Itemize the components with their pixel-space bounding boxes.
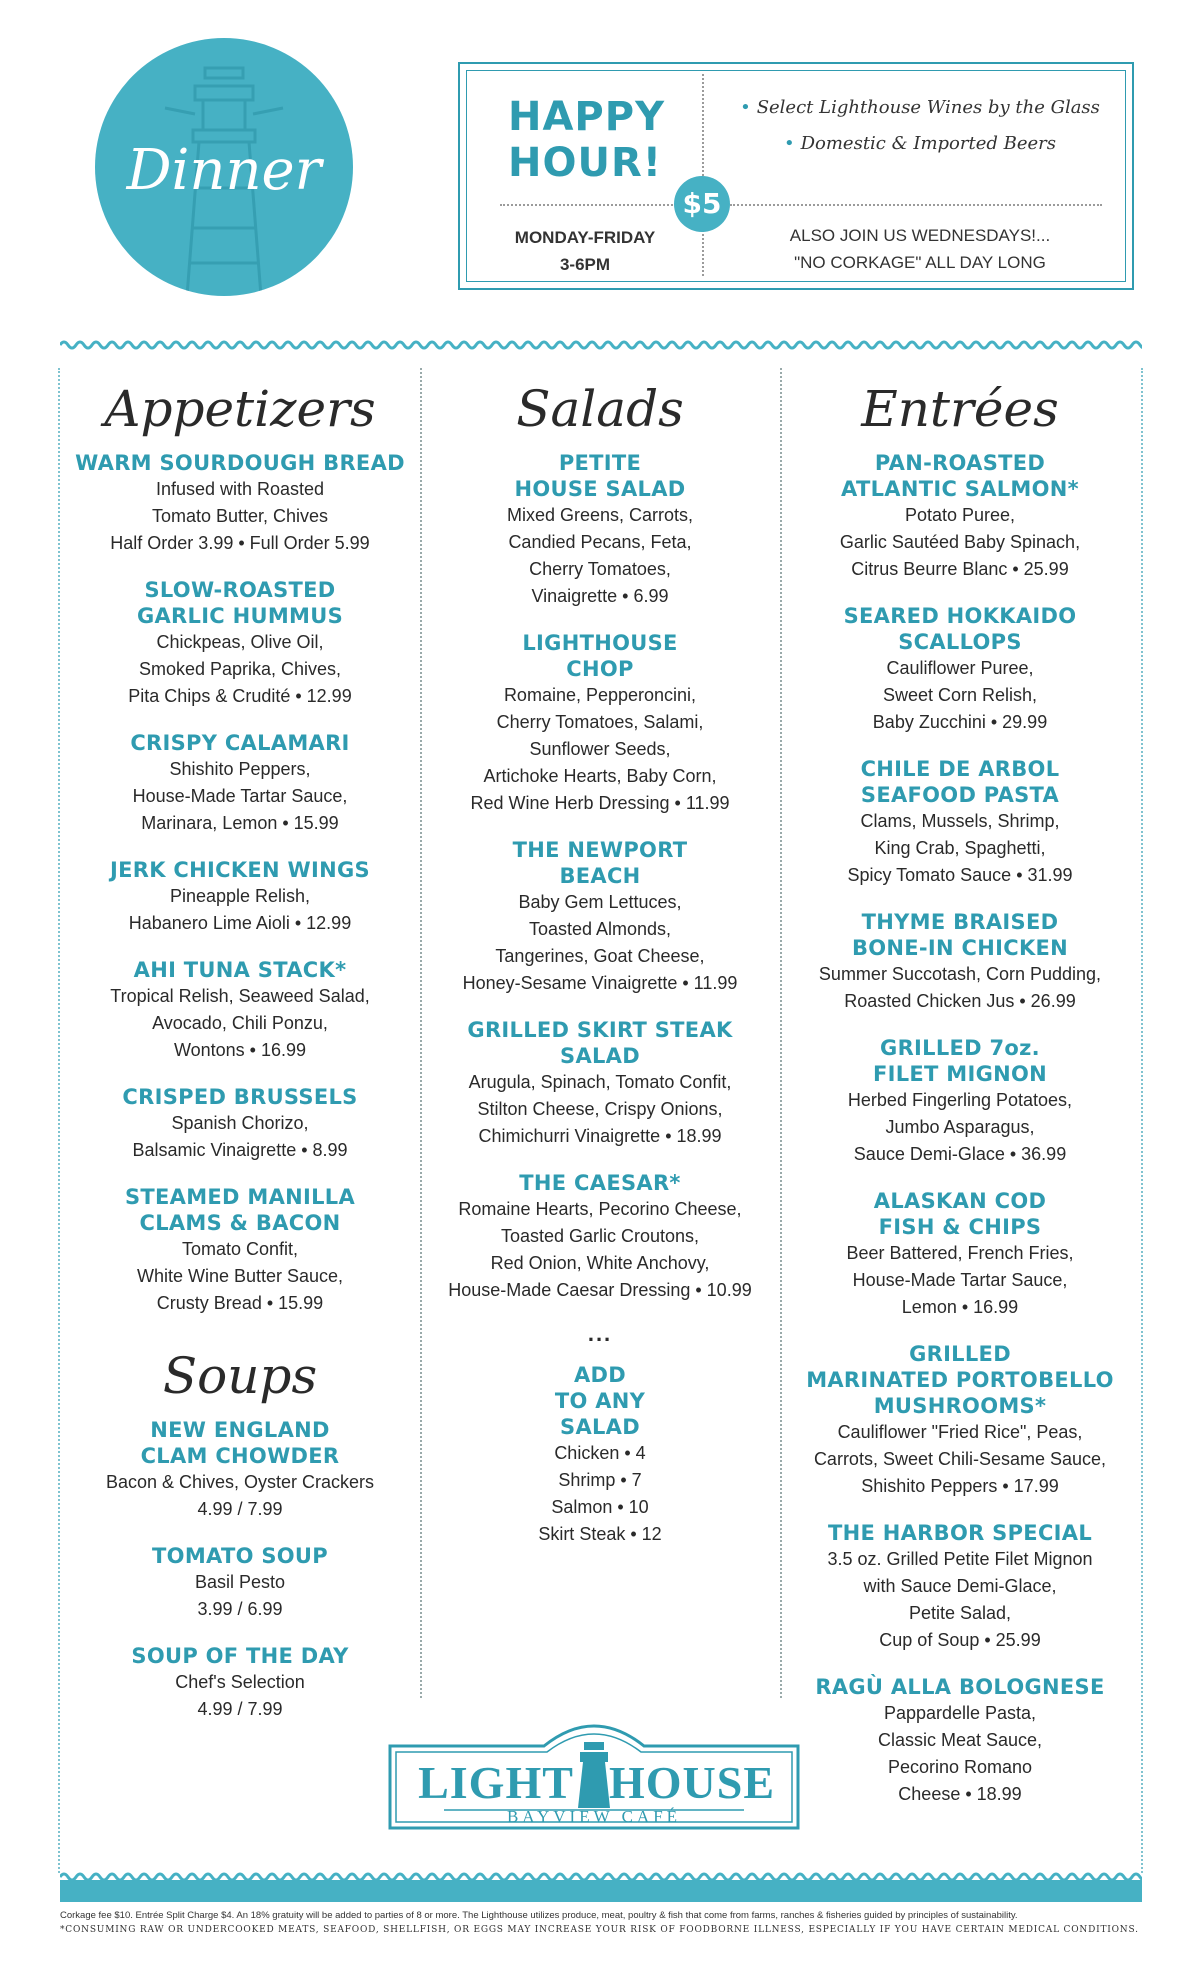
menu-item	[70, 1643, 410, 1723]
happy-hour-schedule	[480, 224, 690, 278]
note-line: ALSO JOIN US WEDNESDAYS!...	[789, 226, 1051, 245]
salads-column	[430, 370, 770, 1568]
footer-warning: *CONSUMING RAW OR UNDERCOOKED MEATS, SEAFOOD, SHELLFISH, OR EGGS MAY INCREASE YOUR RISK OF FOODBORNE ILLNESS, ESPECIALLY IF YOU HAVE CERTAIN MEDICAL CONDITIONS.	[60, 1925, 1139, 1935]
item-name: GRILLED SKIRT STEAK SALAD	[467, 1018, 733, 1068]
menu-item	[790, 1188, 1130, 1321]
divider	[702, 74, 704, 276]
menu-item	[790, 1341, 1130, 1500]
item-name: SOUP OF THE DAY	[131, 1644, 349, 1668]
dinner-title: Dinner	[126, 138, 322, 203]
note-line: "NO CORKAGE" ALL DAY LONG	[794, 253, 1046, 272]
item-name: JERK CHICKEN WINGS	[110, 858, 370, 882]
appetizers-heading: Appetizers	[104, 380, 376, 438]
item-desc: Cauliflower Puree, Sweet Corn Relish, Baby Zucchini • 29.99	[872, 658, 1048, 732]
item-desc: Infused with Roasted Tomato Butter, Chives Half Order 3.99 • Full Order 5.99	[110, 479, 370, 553]
item-desc: Chicken • 4 Shrimp • 7 Salmon • 10 Skirt Steak • 12	[538, 1443, 662, 1544]
item-name: PAN-ROASTED ATLANTIC SALMON*	[841, 451, 1079, 501]
bottom-bar	[60, 1880, 1142, 1902]
item-name: STEAMED MANILLA CLAMS & BACON	[124, 1185, 356, 1235]
item-desc: Pineapple Relish, Habanero Lime Aioli • 12.99	[128, 886, 352, 933]
ellipsis: ...	[587, 1321, 613, 1346]
item-desc: Herbed Fingerling Potatoes, Jumbo Asparagus, Sauce Demi-Glace • 36.99	[847, 1090, 1073, 1164]
appetizers-list	[70, 450, 410, 1317]
soups-list	[70, 1417, 410, 1723]
happy-hour-box	[458, 62, 1134, 290]
item-desc: Potato Puree, Garlic Sautéed Baby Spinach, Citrus Beurre Blanc • 25.99	[839, 505, 1081, 579]
entrees-column	[790, 370, 1130, 1828]
item-desc: Mixed Greens, Carrots, Candied Pecans, Feta, Cherry Tomatoes, Vinaigrette • 6.99	[506, 505, 694, 606]
item-name: ADD TO ANY SALAD	[554, 1363, 646, 1439]
menu-item	[70, 1543, 410, 1623]
item-name: THE NEWPORT BEACH	[512, 838, 688, 888]
item-desc: Beer Battered, French Fries, House-Made Tartar Sauce, Lemon • 16.99	[846, 1243, 1074, 1317]
item-name: CRISPED BRUSSELS	[122, 1085, 358, 1109]
item-name: THE HARBOR SPECIAL	[827, 1521, 1092, 1545]
item-name: GRILLED MARINATED PORTOBELLO MUSHROOMS*	[806, 1342, 1114, 1418]
item-desc: Cauliflower "Fried Rice", Peas, Carrots, Sweet Chili-Sesame Sauce, Shishito Peppers • 17.99	[813, 1422, 1107, 1496]
item-name: TOMATO SOUP	[152, 1544, 328, 1568]
menu-item	[790, 1674, 1130, 1808]
happy-hour-hours: 3-6PM	[559, 255, 611, 274]
salads-heading: Salads	[516, 380, 684, 438]
menu-item	[70, 577, 410, 710]
item-desc: 3.5 oz. Grilled Petite Filet Mignon with Sauce Demi-Glace, Petite Salad, Cup of Soup • 25.99	[827, 1549, 1093, 1650]
menu-item	[70, 1184, 410, 1317]
menu-item	[70, 857, 410, 937]
item-desc: Bacon & Chives, Oyster Crackers 4.99 / 7.99	[105, 1472, 375, 1519]
happy-hour-note	[722, 222, 1118, 276]
item-desc: Summer Succotash, Corn Pudding, Roasted Chicken Jus • 26.99	[818, 964, 1102, 1011]
item-name: NEW ENGLAND CLAM CHOWDER	[140, 1418, 340, 1468]
item-name: SLOW-ROASTED GARLIC HUMMUS	[136, 578, 344, 628]
item-name: AHI TUNA STACK*	[133, 958, 347, 982]
item-desc: Chickpeas, Olive Oil, Smoked Paprika, Chives, Pita Chips & Crudité • 12.99	[128, 632, 352, 706]
item-name: CHILE DE ARBOL SEAFOOD PASTA	[860, 757, 1060, 807]
lighthouse-logo	[384, 1712, 804, 1832]
column-divider	[420, 368, 422, 1698]
menu-item	[430, 1017, 770, 1150]
item-desc: Basil Pesto 3.99 / 6.99	[194, 1572, 286, 1619]
item-name: ALASKAN COD FISH & CHIPS	[873, 1189, 1047, 1239]
item-desc: Shishito Peppers, House-Made Tartar Sauce, Marinara, Lemon • 15.99	[132, 759, 348, 833]
item-name: SEARED HOKKAIDO SCALLOPS	[843, 604, 1077, 654]
menu-item	[70, 1417, 410, 1523]
item-desc: Chef's Selection 4.99 / 7.99	[175, 1672, 305, 1719]
appetizers-soups-column	[70, 370, 410, 1743]
frame-border	[58, 368, 60, 1873]
item-desc: Clams, Mussels, Shrimp, King Crab, Spaghetti, Spicy Tomato Sauce • 31.99	[847, 811, 1073, 885]
menu-item	[790, 450, 1130, 583]
footer-note: Corkage fee $10. Entrée Split Charge $4. An 18% gratuity will be added to parties of 8 or more. The Lighthouse utilizes produce, meat, poultry & fish that come from farms, ranches & fisheries guided by principles of sustainability.	[60, 1910, 1018, 1921]
menu-item	[70, 957, 410, 1064]
item-name: RAGÙ ALLA BOLOGNESE	[815, 1675, 1105, 1699]
logo-text-right: HOUSE	[608, 1757, 776, 1808]
dinner-badge	[95, 38, 353, 296]
frame-border	[1141, 368, 1143, 1873]
item-name: GRILLED 7oz. FILET MIGNON	[872, 1036, 1048, 1086]
salads-list	[430, 450, 770, 1304]
add-to-salad	[430, 1362, 770, 1548]
item-desc: Pappardelle Pasta, Classic Meat Sauce, Pecorino Romano Cheese • 18.99	[877, 1703, 1043, 1804]
logo-subtitle: BAYVIEW CAFÉ	[506, 1807, 682, 1826]
item-desc: Tomato Confit, White Wine Butter Sauce, Crusty Bread • 15.99	[136, 1239, 344, 1313]
item-desc: Romaine Hearts, Pecorino Cheese, Toasted Garlic Croutons, Red Onion, White Anchovy, House-Made Caesar Dressing • 10.99	[448, 1199, 752, 1300]
item-desc: Baby Gem Lettuces, Toasted Almonds, Tangerines, Goat Cheese, Honey-Sesame Vinaigrette • 11.99	[462, 892, 738, 993]
menu-item	[70, 450, 410, 557]
menu-item	[430, 837, 770, 997]
item-name: WARM SOURDOUGH BREAD	[75, 451, 405, 475]
item-desc: Romaine, Pepperoncini, Cherry Tomatoes, Salami, Sunflower Seeds, Artichoke Hearts, Baby Corn, Red Wine Herb Dressing • 11.99	[470, 685, 730, 813]
menu-item	[790, 1035, 1130, 1168]
happy-hour-days: MONDAY-FRIDAY	[514, 228, 656, 247]
menu-item	[70, 730, 410, 837]
item-desc: Spanish Chorizo, Balsamic Vinaigrette • 8.99	[132, 1113, 348, 1160]
divider	[500, 204, 680, 206]
happy-hour-bullet: • Select Lighthouse Wines by the Glass	[740, 97, 1100, 118]
wave-divider-top	[60, 338, 1142, 352]
item-desc: Tropical Relish, Seaweed Salad, Avocado, Chili Ponzu, Wontons • 16.99	[110, 986, 370, 1060]
item-name: CRISPY CALAMARI	[130, 731, 350, 755]
happy-hour-bullet: • Domestic & Imported Beers	[783, 133, 1057, 154]
menu-item	[790, 603, 1130, 736]
menu-item	[430, 1170, 770, 1304]
happy-hour-bullets	[722, 90, 1118, 162]
item-name: LIGHTHOUSE CHOP	[522, 631, 678, 681]
menu-item	[430, 450, 770, 610]
entrees-list	[790, 450, 1130, 1808]
logo-text-left: LIGHT	[418, 1757, 574, 1808]
divider	[730, 204, 1102, 206]
menu-item	[790, 756, 1130, 889]
item-name: THYME BRAISED BONE-IN CHICKEN	[851, 910, 1069, 960]
column-divider	[780, 368, 782, 1698]
happy-hour-title: HAPPY HOUR!	[508, 94, 666, 186]
menu-item	[790, 1520, 1130, 1654]
item-desc: Arugula, Spinach, Tomato Confit, Stilton Cheese, Crispy Onions, Chimichurri Vinaigrette • 18.99	[468, 1072, 732, 1146]
item-name: PETITE HOUSE SALAD	[514, 451, 686, 501]
menu-item	[430, 630, 770, 817]
menu-item	[790, 909, 1130, 1015]
menu-item	[70, 1084, 410, 1164]
entrees-heading: Entrées	[861, 380, 1059, 438]
soups-heading: Soups	[162, 1347, 318, 1405]
happy-hour-price: $5	[674, 176, 730, 232]
item-name: THE CAESAR*	[519, 1171, 681, 1195]
